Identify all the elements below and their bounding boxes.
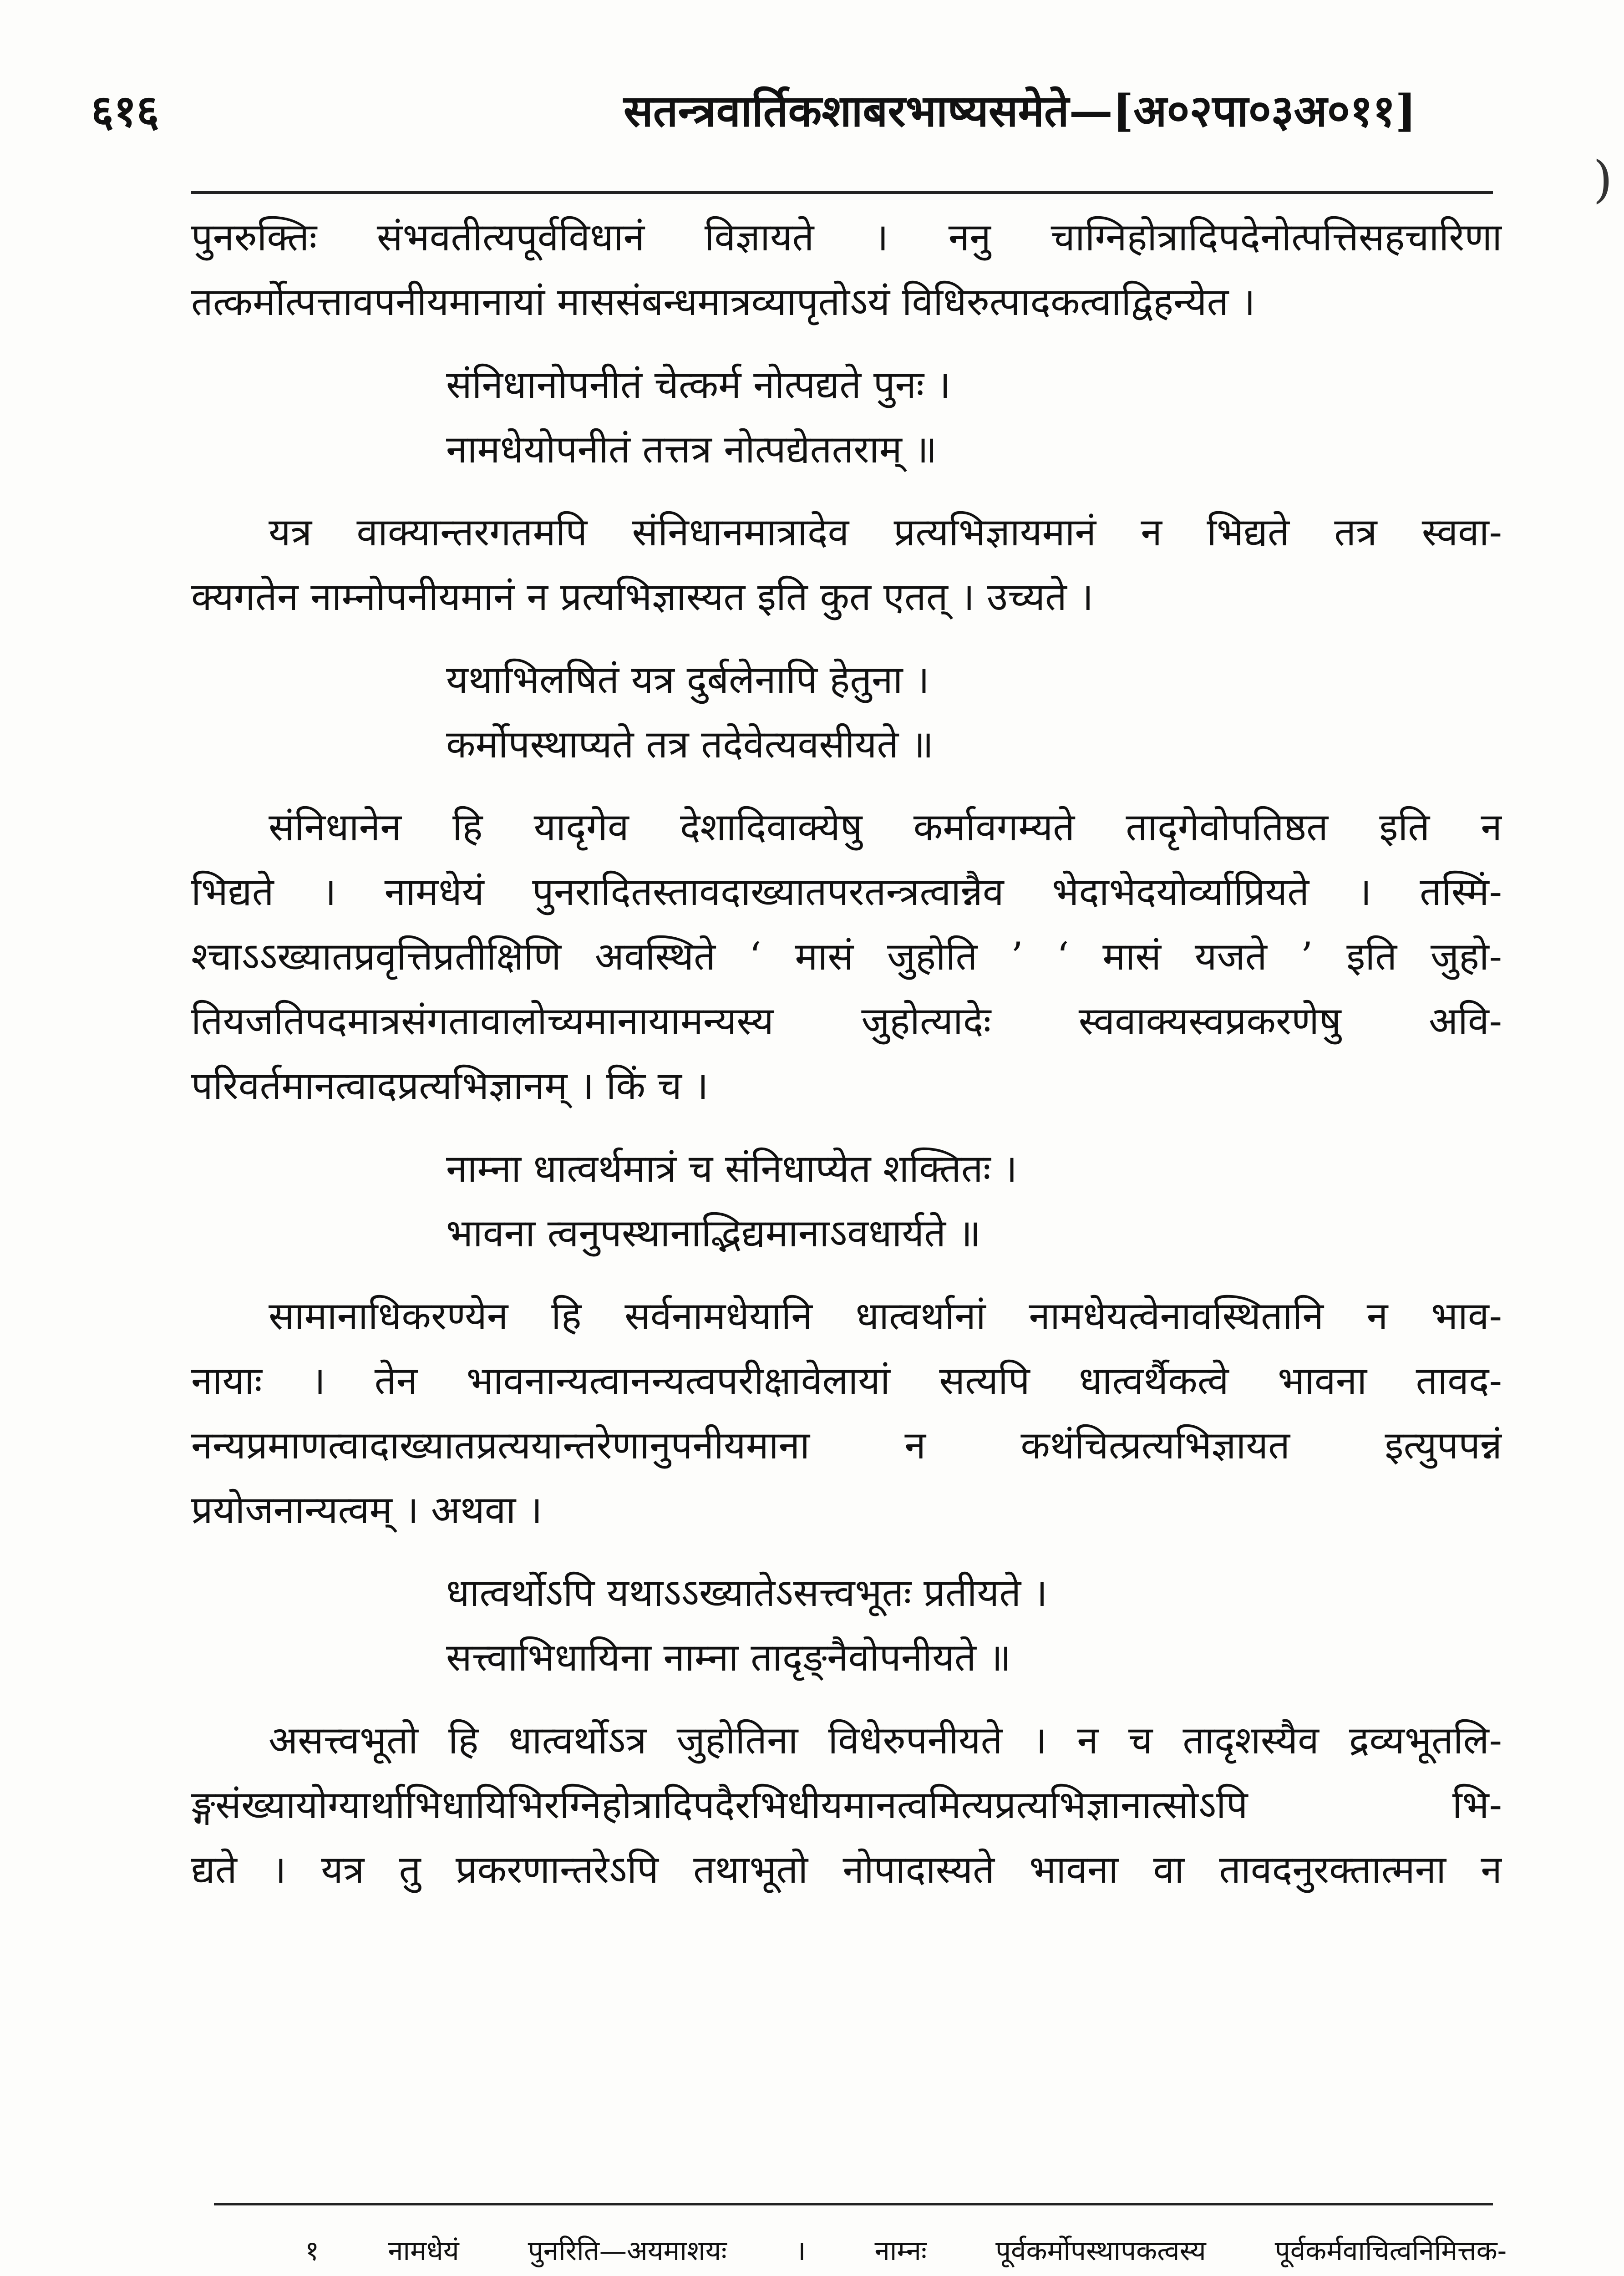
text-line: श्चाऽऽख्यातप्रवृत्तिप्रतीक्षिणि अवस्थिते ‘ मासं जुहोति ’ ‘ मासं यजते ’ इति जुहो- <box>191 934 1502 979</box>
footnote-line <box>196 2271 1507 2276</box>
text-line: नायाः । तेन भावनान्यत्वानन्यत्वपरीक्षावेलायां सत्यपि धात्वर्थैकत्वे भावना तावद- <box>191 1358 1502 1403</box>
main-text <box>191 205 1502 1902</box>
text-line: पुनरुक्तिः संभवतीत्यपूर्वविधानं विज्ञायते । ननु चाग्निहोत्रादिपदेनोत्पत्तिसहचारिणा <box>191 215 1502 259</box>
verse-line: भावना त्वनुपस्थानाद्भिद्यमानाऽवधार्यते ॥ <box>446 1211 981 1255</box>
page-header <box>91 75 1502 143</box>
text-line: असत्त्वभूतो हि धात्वर्थोऽत्र जुहोतिना विधेरुपनीयते । न च तादृशस्यैव द्रव्यभूतलि- <box>269 1718 1502 1763</box>
text-line: यत्र वाक्यान्तरगतमपि संनिधानमात्रादेव प्रत्यभिज्ञायमानं न भिद्यते तत्र स्ववा- <box>269 510 1502 554</box>
paragraph-gap <box>191 629 1502 647</box>
text-line: परिवर्तमानत्वादप्रत्यभिज्ञानम् । किं च । <box>191 1063 709 1108</box>
header-rule <box>191 191 1493 194</box>
verse-line: कर्मोपस्थाप्यते तत्र तदेवेत्यवसीयते ॥ <box>446 722 934 767</box>
text-line: नन्यप्रमाणत्वादाख्यातप्रत्ययान्तरेणानुपनीयमाना न कथंचित्प्रत्यभिज्ञायत इत्युपपन्नं <box>191 1423 1502 1468</box>
verse-line: धात्वर्थोऽपि यथाऽऽख्यातेऽसत्त्वभूतः प्रतीयते । <box>446 1570 1048 1615</box>
text-line: सामानाधिकरण्येन हि सर्वनामधेयानि धात्वर्थानां नामधेयत्वेनावस्थितानि न भाव- <box>269 1294 1502 1338</box>
text-line: प्रयोजनान्यत्वम् । अथवा । <box>191 1488 543 1532</box>
paragraph-gap <box>191 1542 1502 1560</box>
text-line: ङ्गसंख्यायोग्यार्थाभिधायिभिरग्निहोत्रादिपदैरभिधीयमानत्वमित्यप्रत्यभिज्ञानात्सोऽपि भि- <box>191 1783 1502 1827</box>
paragraph-gap <box>191 482 1502 500</box>
footnotes <box>196 2230 1507 2276</box>
verse-line: यथाभिलषितं यत्र दुर्बलेनापि हेतुना । <box>446 657 930 702</box>
text-line: भिद्यते । नामधेयं पुनरादितस्तावदाख्यातपरतन्त्रत्वान्नैव भेदाभेदयोर्व्याप्रियते । तस्मिं- <box>191 869 1502 914</box>
text-line: तत्कर्मोत्पत्तावपनीयमानायां माससंबन्धमात्रव्यापृतोऽयं विधिरुत्पादकत्वाद्विहन्येत । <box>191 279 1255 324</box>
page-number: ६१६ <box>91 85 159 137</box>
verse-line: नाम्ना धात्वर्थमात्रं च संनिधाप्येत शक्तितः । <box>446 1146 1018 1191</box>
paragraph-gap <box>191 777 1502 795</box>
verse-line: नामधेयोपनीतं तत्तत्र नोत्पद्येततराम् ॥ <box>446 427 937 472</box>
text-line: क्यगतेन नाम्नोपनीयमानं न प्रत्यभिज्ञास्यत इति कुत एतत् । उच्यते । <box>191 574 1094 619</box>
running-head: सतन्त्रवार्तिकशाबरभाष्यसमेते—[अ०२पा०३अ०११] <box>624 85 1416 137</box>
verse-line: सत्त्वाभिधायिना नाम्ना तादृङ्नैवोपनीयते ॥ <box>446 1635 1011 1680</box>
paragraph-gap <box>191 1690 1502 1708</box>
footnote-rule <box>214 2203 1493 2205</box>
footnote-line: १ नामधेयं पुनरिति—अयमाशयः । नाम्नः पूर्वकर्मोपस्थापकत्वस्य पूर्वकर्मवाचित्वनिमित्तक- <box>305 2235 1507 2267</box>
verse-line: संनिधानोपनीतं चेत्कर्म नोत्पद्यते पुनः । <box>446 362 951 407</box>
paragraph-gap <box>191 1265 1502 1284</box>
text-line: द्यते । यत्र तु प्रकरणान्तरेऽपि तथाभूतो नोपादास्यते भावना वा तावदनुरक्तात्मना न <box>191 1847 1502 1892</box>
margin-mark: ) <box>1593 150 1613 208</box>
text-line: तियजतिपदमात्रसंगतावालोच्यमानायामन्यस्य जुहोत्यादेः स्ववाक्यस्वप्रकरणेषु अवि- <box>191 999 1502 1043</box>
paragraph-gap <box>191 334 1502 352</box>
text-line: संनिधानेन हि यादृगेव देशादिवाक्येषु कर्मावगम्यते तादृगेवोपतिष्ठत इति न <box>269 805 1502 849</box>
paragraph-gap <box>191 1118 1502 1136</box>
